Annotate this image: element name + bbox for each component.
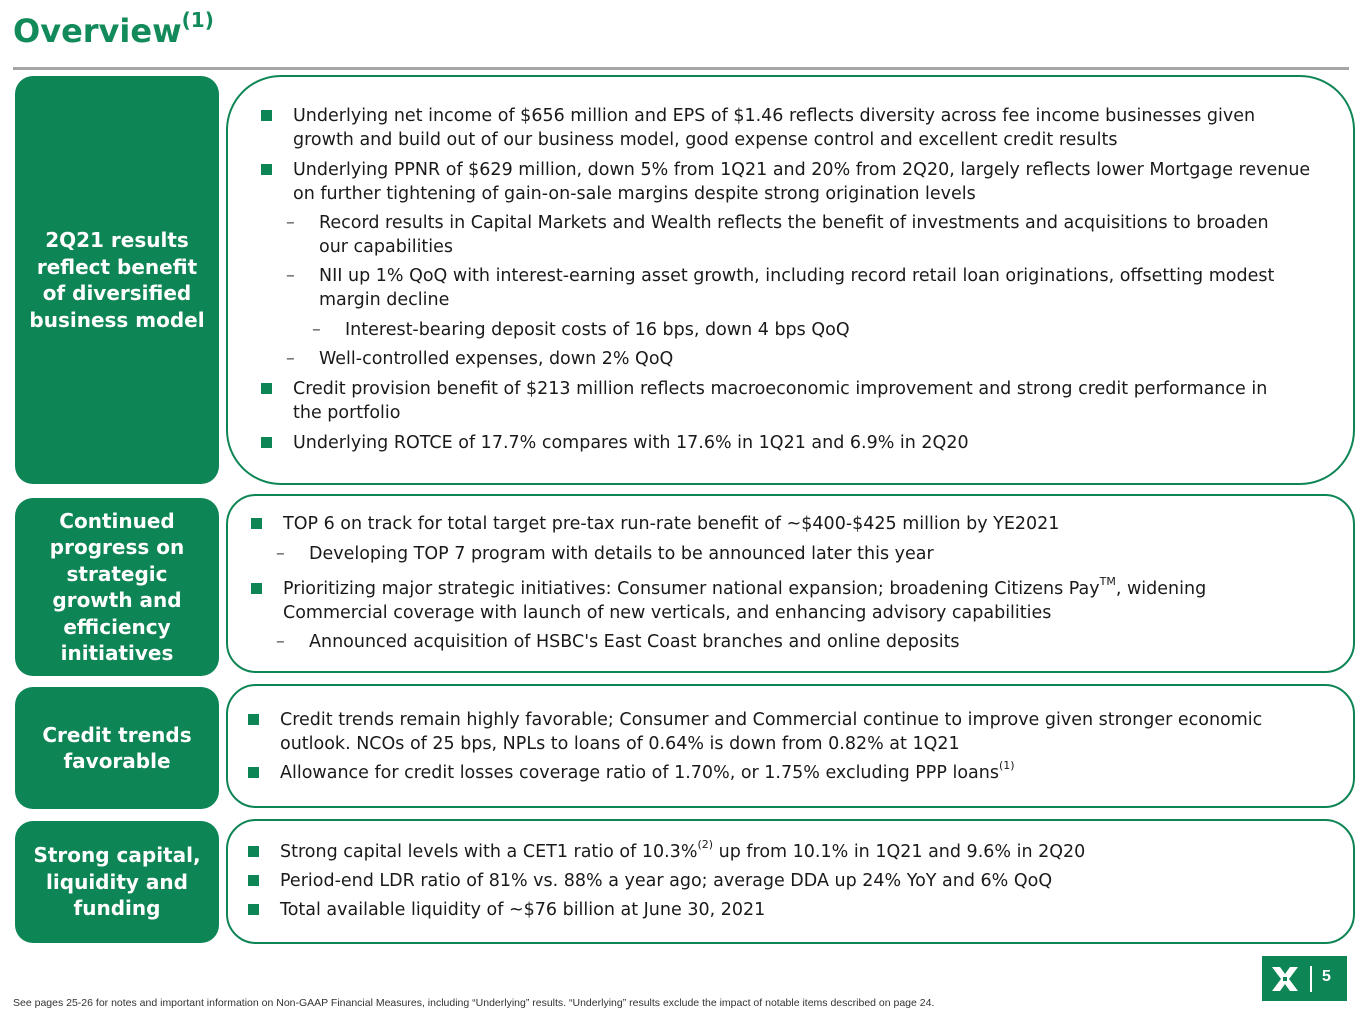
title-divider [13,67,1349,70]
bullet-continuation: margin decline [319,290,450,310]
square-bullet-icon [248,875,259,886]
bullet-item: Total available liquidity of ~$76 billion at June 30, 2021 [280,898,765,922]
dash-bullet-icon: – [286,349,295,369]
section-label-capital: Strong capital, liquidity and funding [15,821,219,943]
bullet-item: Credit trends remain highly favorable; Consumer and Commercial continue to improve given stronger economic [280,708,1262,732]
sub-bullet-item: – Developing TOP 7 program with details to be announced later this year [276,544,934,564]
bullet-continuation: on further tightening of gain-on-sale margins despite strong origination levels [293,184,976,204]
dash-bullet-icon: – [276,632,285,652]
brand-logo [1262,956,1347,1001]
bullet-item: Underlying PPNR of $629 million, down 5% from 1Q21 and 20% from 2Q20, largely reflects lower Mortgage revenue [293,158,1310,182]
square-bullet-icon [248,714,259,725]
square-bullet-icon [251,583,262,594]
dash-bullet-icon: – [286,266,295,286]
bullet-item: Prioritizing major strategic initiatives: Consumer national expansion; broadening Citizens Pay™, widening [283,577,1206,601]
square-bullet-icon [248,904,259,915]
page-number: 5 [1322,968,1331,985]
bullet-continuation: the portfolio [293,403,401,423]
square-bullet-icon [261,110,272,121]
bullet-continuation: our capabilities [319,237,454,257]
bullet-item: TOP 6 on track for total target pre-tax run-rate benefit of ~$400-$425 million by YE2021 [283,512,1059,536]
citizens-logo-icon [1270,965,1300,993]
bullet-continuation: outlook. NCOs of 25 bps, NPLs to loans of 0.64% is down from 0.82% at 1Q21 [280,734,960,754]
sub-bullet-item: – NII up 1% QoQ with interest-earning asset growth, including record retail loan originations, offsetting modest [286,266,1275,286]
square-bullet-icon [261,437,272,448]
sub-bullet-item: – Well-controlled expenses, down 2% QoQ [286,349,674,369]
footnote: See pages 25-26 for notes and important information on Non-GAAP Financial Measures, including “Underlying” results. “Underlying” results exclude the impact of notable items described on page 24. [13,997,935,1009]
footnote-ref: (2) [697,838,714,852]
bullet-item: Strong capital levels with a CET1 ratio of 10.3%$^{(2)}$ up from 10.1% in 1Q21 and 9.6% in 2Q20 [280,840,1085,864]
bullet-continuation: Commercial coverage with launch of new verticals, and enhancing advisory capabilities [283,603,1052,623]
section-label-results: 2Q21 results reflect benefit of diversified business model [15,76,219,484]
dash-bullet-icon: – [286,213,295,233]
section-label-credit: Credit trends favorable [15,687,219,809]
dash-bullet-icon: – [312,320,321,340]
bullet-item: Allowance for credit losses coverage ratio of 1.70%, or 1.75% excluding PPP loans$^{(1)}$ [280,761,1015,785]
bullet-item: Underlying net income of $656 million and EPS of $1.46 reflects diversity across fee income businesses given [293,104,1255,128]
trademark-superscript: TM [1099,575,1116,589]
footnote-ref: (1) [998,759,1015,773]
sub-bullet-item: – Record results in Capital Markets and Wealth reflects the benefit of investments and acquisitions to broaden [286,213,1269,233]
bullet-item: Underlying ROTCE of 17.7% compares with 17.6% in 1Q21 and 6.9% in 2Q20 [293,431,969,455]
square-bullet-icon [248,767,259,778]
square-bullet-icon [261,383,272,394]
bullet-item: Credit provision benefit of $213 million reflects macroeconomic improvement and strong credit performance in [293,377,1267,401]
sub-sub-bullet-item: – Interest-bearing deposit costs of 16 bps, down 4 bps QoQ [312,320,850,340]
bullet-item: Period-end LDR ratio of 81% vs. 88% a year ago; average DDA up 24% YoY and 6% QoQ [280,869,1052,893]
logo-divider [1310,966,1312,992]
square-bullet-icon [248,846,259,857]
bullet-continuation: growth and build out of our business model, good expense control and excellent credit results [293,130,1118,150]
section-label-strategic: Continued progress on strategic growth and efficiency initiatives [15,498,219,676]
sub-bullet-item: – Announced acquisition of HSBC's East Coast branches and online deposits [276,632,960,652]
square-bullet-icon [261,164,272,175]
square-bullet-icon [251,518,262,529]
dash-bullet-icon: – [276,544,285,564]
page-title: Overview$^{(1)}$ [13,8,214,50]
